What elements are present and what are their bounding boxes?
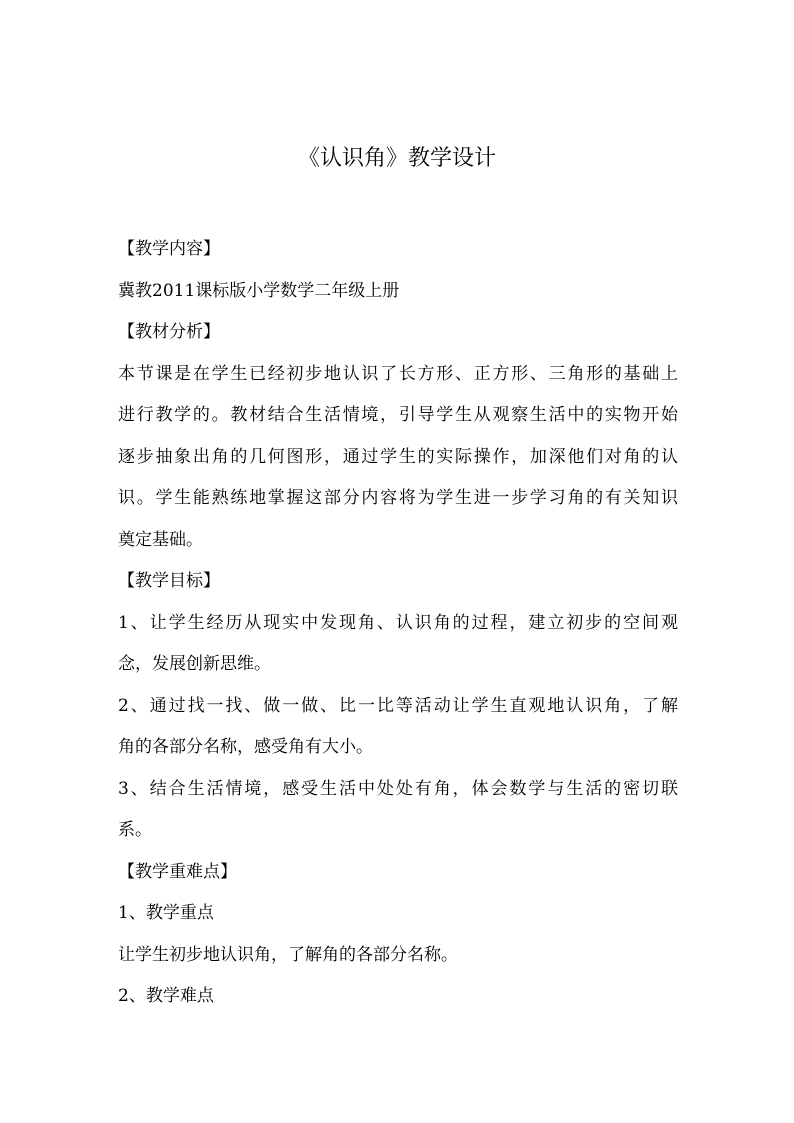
document-title: 《认识角》教学设计 (297, 146, 496, 171)
focus-label: 1、教学重点 (118, 903, 214, 923)
goal-line: 系。 (118, 820, 152, 840)
analysis-line: 本节课是在学生已经初步地认识了长方形、正方形、三角形的基础上 (118, 363, 678, 384)
content-text: 冀教2011课标版小学数学二年级上册 (118, 280, 400, 301)
section-heading-keypoints: 【教学重难点】 (118, 861, 237, 882)
document-body (118, 229, 678, 1018)
goal-line: 3、结合生活情境，感受生活中处处有角，体会数学与生活的密切联 (118, 778, 678, 799)
analysis-line: 奠定基础。 (118, 529, 203, 550)
goal-item-1 (118, 603, 678, 686)
section-heading-content: 【教学内容】 (118, 239, 220, 259)
goal-line: 2、通过找一找、做一做、比一比等活动让学生直观地认识角，了解 (118, 695, 678, 716)
analysis-line: 识。学生能熟练地掌握这部分内容将为学生进一步学习角的有关知识 (118, 488, 678, 508)
goal-item-2 (118, 686, 678, 769)
goal-line: 念，发展创新思维。 (118, 654, 271, 674)
analysis-line: 进行教学的。教材结合生活情境，引导学生从观察生活中的实物开始 (118, 405, 678, 425)
section-heading-goals: 【教学目标】 (118, 571, 220, 591)
analysis-line: 逐步抽象出角的几何图形，通过学生的实际操作，加深他们对角的认 (118, 446, 678, 467)
analysis-paragraph (118, 354, 678, 562)
goal-line: 1、让学生经历从现实中发现角、认识角的过程，建立初步的空间观 (118, 612, 678, 633)
focus-text: 让学生初步地认识角，了解角的各部分名称。 (118, 944, 458, 965)
goal-item-3 (118, 769, 678, 852)
difficulty-label: 2、教学难点 (118, 986, 214, 1006)
section-heading-analysis: 【教材分析】 (118, 322, 220, 342)
goal-line: 角的各部分名称，感受角有大小。 (118, 737, 373, 757)
